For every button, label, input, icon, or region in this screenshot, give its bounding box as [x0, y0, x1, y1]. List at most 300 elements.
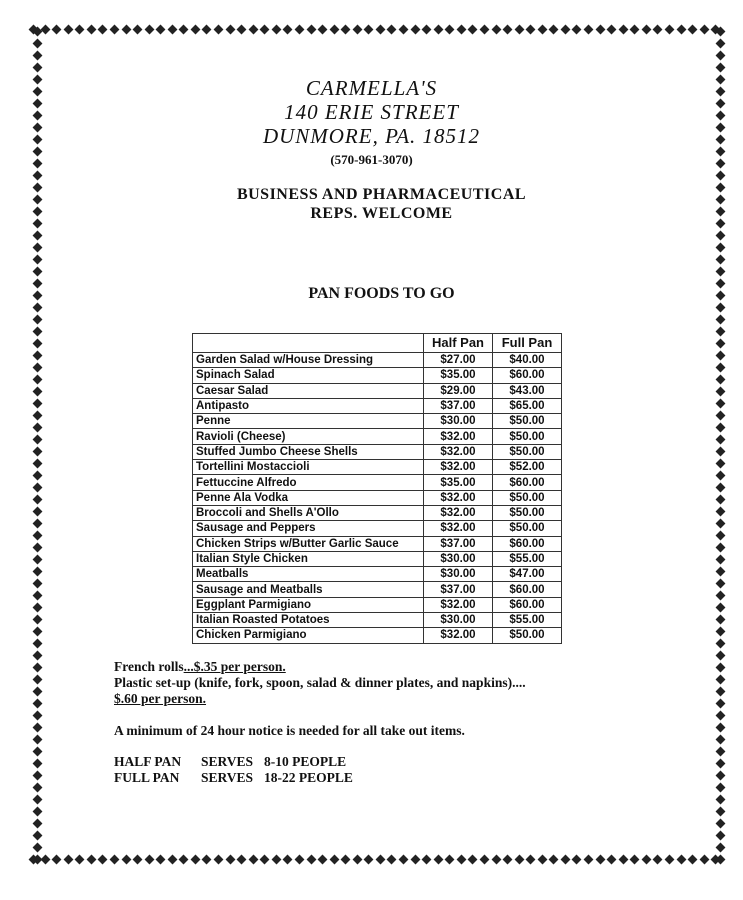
border-diamond: [715, 831, 725, 841]
border-diamond: [32, 39, 42, 49]
border-diamond: [248, 854, 258, 864]
border-diamond: [607, 854, 617, 864]
border-diamond: [572, 854, 582, 864]
border-diamond: [715, 675, 725, 685]
border-diamond: [32, 243, 42, 253]
border-diamond: [63, 854, 73, 864]
menu-item-full-price: $50.00: [493, 414, 562, 429]
menu-item-full-price: $52.00: [493, 460, 562, 475]
border-diamond: [32, 387, 42, 397]
border-diamond: [86, 854, 96, 864]
serves-verb: SERVES: [201, 770, 254, 785]
border-diamond: [715, 807, 725, 817]
serves-size: FULL PAN: [114, 770, 180, 785]
border-diamond: [715, 267, 725, 277]
border-diamond: [715, 519, 725, 529]
border-diamond: [156, 24, 166, 34]
border-diamond: [715, 495, 725, 505]
border-diamond: [595, 854, 605, 864]
border-diamond: [32, 495, 42, 505]
menu-item-half-price: $35.00: [424, 368, 493, 383]
border-diamond: [410, 854, 420, 864]
border-diamond: [109, 24, 119, 34]
border-diamond: [329, 24, 339, 34]
border-diamond: [715, 51, 725, 61]
border-diamond: [32, 531, 42, 541]
border-diamond: [86, 24, 96, 34]
menu-item-name: Italian Style Chicken: [193, 551, 424, 566]
border-diamond: [715, 855, 725, 865]
border-diamond: [699, 854, 709, 864]
border-diamond: [715, 543, 725, 553]
table-row: [193, 613, 562, 628]
border-diamond: [32, 435, 42, 445]
menu-item-name: Garden Salad w/House Dressing: [193, 353, 424, 368]
border-diamond: [630, 854, 640, 864]
menu-item-full-price: $43.00: [493, 383, 562, 398]
border-diamond: [676, 24, 686, 34]
border-diamond: [503, 854, 513, 864]
border-diamond: [607, 24, 617, 34]
border-diamond: [109, 854, 119, 864]
border-diamond: [653, 854, 663, 864]
border-diamond: [32, 711, 42, 721]
menu-item-half-price: $30.00: [424, 613, 493, 628]
border-diamond: [715, 387, 725, 397]
menu-body: [193, 353, 562, 644]
table-row: [193, 398, 562, 413]
serves-people: 8-10 PEOPLE: [264, 754, 347, 769]
border-diamond: [32, 519, 42, 529]
menu-item-name: Italian Roasted Potatoes: [193, 613, 424, 628]
border-diamond: [468, 854, 478, 864]
table-row: [193, 505, 562, 520]
border-diamond: [584, 854, 594, 864]
border-diamond: [715, 339, 725, 349]
menu-item-half-price: $37.00: [424, 398, 493, 413]
menu-item-name: Penne Ala Vodka: [193, 490, 424, 505]
border-diamond: [32, 831, 42, 841]
rolls-label: French rolls: [114, 659, 184, 674]
menu-item-half-price: $32.00: [424, 628, 493, 643]
border-diamond: [32, 327, 42, 337]
border-diamond: [715, 507, 725, 517]
menu-item-half-price: $29.00: [424, 383, 493, 398]
menu-item-full-price: $50.00: [493, 444, 562, 459]
welcome-line-1: BUSINESS AND PHARMACEUTICAL: [236, 186, 527, 203]
border-diamond: [549, 24, 559, 34]
border-diamond: [179, 854, 189, 864]
border-diamond: [479, 24, 489, 34]
border-diamond: [202, 24, 212, 34]
serves-size: HALF PAN: [114, 754, 182, 769]
serves-row-full: [114, 770, 353, 786]
border-diamond: [271, 24, 281, 34]
menu-item-half-price: $32.00: [424, 505, 493, 520]
serves-row-half: [114, 754, 353, 770]
border-diamond: [715, 663, 725, 673]
menu-item-full-price: $55.00: [493, 613, 562, 628]
border-diamond: [630, 24, 640, 34]
border-diamond: [715, 483, 725, 493]
border-diamond: [190, 854, 200, 864]
notes: [114, 659, 526, 707]
menu-item-full-price: $50.00: [493, 521, 562, 536]
border-diamond: [32, 627, 42, 637]
menu-item-name: Broccoli and Shells A'Ollo: [193, 505, 424, 520]
border-diamond: [387, 24, 397, 34]
menu-item-full-price: $50.00: [493, 505, 562, 520]
border-diamond: [52, 24, 62, 34]
menu-item-name: Chicken Parmigiano: [193, 628, 424, 643]
border-diamond: [479, 854, 489, 864]
table-row: [193, 429, 562, 444]
border-diamond: [514, 854, 524, 864]
menu-item-half-price: $30.00: [424, 551, 493, 566]
border-diamond: [32, 423, 42, 433]
menu-item-name: Antipasto: [193, 398, 424, 413]
border-diamond: [32, 567, 42, 577]
menu-item-name: Sausage and Peppers: [193, 521, 424, 536]
border-diamond: [715, 555, 725, 565]
border-diamond: [468, 24, 478, 34]
table-row: [193, 475, 562, 490]
border-diamond: [202, 854, 212, 864]
border-diamond: [715, 591, 725, 601]
border-diamond: [715, 651, 725, 661]
border-diamond: [715, 315, 725, 325]
border-diamond: [121, 854, 131, 864]
border-diamond: [179, 24, 189, 34]
border-diamond: [32, 603, 42, 613]
menu-table: [192, 333, 562, 644]
border-diamond: [306, 854, 316, 864]
notice-text: A minimum of 24 hour notice is needed for all take out items.: [114, 723, 465, 738]
menu-item-full-price: $55.00: [493, 551, 562, 566]
border-diamond: [715, 699, 725, 709]
border-diamond: [537, 854, 547, 864]
border-diamond: [618, 24, 628, 34]
border-diamond: [167, 24, 177, 34]
border-diamond: [715, 231, 725, 241]
border-diamond: [318, 854, 328, 864]
border-diamond: [410, 24, 420, 34]
border-diamond: [214, 854, 224, 864]
border-diamond: [664, 24, 674, 34]
menu-header-row: [193, 334, 562, 353]
border-diamond: [433, 24, 443, 34]
border-diamond: [341, 24, 351, 34]
menu-item-name: Chicken Strips w/Butter Garlic Sauce: [193, 536, 424, 551]
border-diamond: [32, 459, 42, 469]
border-diamond: [676, 854, 686, 864]
border-diamond: [32, 543, 42, 553]
border-diamond: [32, 267, 42, 277]
border-diamond: [294, 24, 304, 34]
border-diamond: [32, 819, 42, 829]
border-diamond: [560, 854, 570, 864]
border-diamond: [715, 459, 725, 469]
menu-item-full-price: $60.00: [493, 475, 562, 490]
border-diamond: [294, 854, 304, 864]
menu-item-name: Fettuccine Alfredo: [193, 475, 424, 490]
border-diamond: [144, 24, 154, 34]
section-title: PAN FOODS TO GO: [308, 285, 455, 302]
border-diamond: [715, 39, 725, 49]
menu-item-half-price: $30.00: [424, 414, 493, 429]
border-diamond: [32, 483, 42, 493]
border-diamond: [32, 27, 42, 37]
menu-item-name: Caesar Salad: [193, 383, 424, 398]
border-diamond: [399, 24, 409, 34]
border-diamond: [260, 24, 270, 34]
border-diamond: [715, 783, 725, 793]
menu-item-full-price: $60.00: [493, 597, 562, 612]
border-diamond: [32, 171, 42, 181]
border-diamond: [715, 759, 725, 769]
border-diamond: [422, 854, 432, 864]
border-diamond: [32, 663, 42, 673]
border-diamond: [364, 854, 374, 864]
border-diamond: [32, 639, 42, 649]
menu-item-full-price: $50.00: [493, 429, 562, 444]
menu-item-half-price: $32.00: [424, 521, 493, 536]
border-bottom: [30, 852, 720, 866]
rolls-note: [114, 659, 526, 675]
serves-verb: SERVES: [201, 754, 254, 769]
border-diamond: [318, 24, 328, 34]
menu-item-full-price: $40.00: [493, 353, 562, 368]
border-diamond: [32, 591, 42, 601]
border-diamond: [283, 854, 293, 864]
serving-sizes: [114, 754, 353, 786]
border-diamond: [32, 651, 42, 661]
border-diamond: [387, 854, 397, 864]
menu-item-name: Stuffed Jumbo Cheese Shells: [193, 444, 424, 459]
border-diamond: [715, 795, 725, 805]
border-diamond: [32, 555, 42, 565]
border-diamond: [641, 854, 651, 864]
border-diamond: [456, 854, 466, 864]
border-diamond: [715, 327, 725, 337]
table-row: [193, 490, 562, 505]
border-diamond: [63, 24, 73, 34]
border-diamond: [32, 351, 42, 361]
border-diamond: [653, 24, 663, 34]
table-row: [193, 567, 562, 582]
table-row: [193, 536, 562, 551]
menu-item-half-price: $32.00: [424, 444, 493, 459]
setup-price: $.60 per person.: [114, 691, 207, 706]
border-diamond: [560, 24, 570, 34]
border-diamond: [572, 24, 582, 34]
border-diamond: [715, 447, 725, 457]
table-row: [193, 582, 562, 597]
border-diamond: [32, 615, 42, 625]
border-diamond: [32, 699, 42, 709]
border-diamond: [715, 411, 725, 421]
border-diamond: [715, 171, 725, 181]
border-diamond: [715, 723, 725, 733]
border-diamond: [715, 423, 725, 433]
menu-header-item: [193, 334, 424, 353]
border-diamond: [688, 854, 698, 864]
border-diamond: [32, 783, 42, 793]
border-diamond: [32, 843, 42, 853]
border-diamond: [641, 24, 651, 34]
menu-item-name: Eggplant Parmigiano: [193, 597, 424, 612]
border-diamond: [715, 243, 725, 253]
border-diamond: [32, 339, 42, 349]
menu-item-full-price: $60.00: [493, 536, 562, 551]
border-diamond: [32, 303, 42, 313]
border-diamond: [225, 854, 235, 864]
border-diamond: [715, 639, 725, 649]
border-diamond: [133, 854, 143, 864]
border-diamond: [664, 854, 674, 864]
table-row: [193, 460, 562, 475]
border-diamond: [715, 375, 725, 385]
rolls-price: ...$.35 per person.: [183, 659, 286, 674]
restaurant-name: CARMELLA'S: [305, 76, 438, 100]
border-diamond: [715, 531, 725, 541]
menu-item-full-price: $65.00: [493, 398, 562, 413]
border-diamond: [121, 24, 131, 34]
border-diamond: [715, 399, 725, 409]
border-diamond: [364, 24, 374, 34]
border-diamond: [144, 854, 154, 864]
border-diamond: [167, 854, 177, 864]
menu-item-half-price: $32.00: [424, 460, 493, 475]
border-diamond: [32, 807, 42, 817]
table-row: [193, 414, 562, 429]
border-diamond: [422, 24, 432, 34]
border-diamond: [584, 24, 594, 34]
serves-people: 18-22 PEOPLE: [264, 770, 353, 785]
table-row: [193, 353, 562, 368]
border-diamond: [715, 615, 725, 625]
border-diamond: [715, 363, 725, 373]
border-diamond: [688, 24, 698, 34]
menu-item-name: Sausage and Meatballs: [193, 582, 424, 597]
border-diamond: [271, 854, 281, 864]
border-diamond: [699, 24, 709, 34]
border-diamond: [526, 24, 536, 34]
border-diamond: [190, 24, 200, 34]
table-row: [193, 521, 562, 536]
border-diamond: [32, 447, 42, 457]
border-diamond: [329, 854, 339, 864]
border-diamond: [445, 24, 455, 34]
menu-item-full-price: $47.00: [493, 567, 562, 582]
border-diamond: [715, 771, 725, 781]
welcome-line-2: REPS. WELCOME: [310, 205, 453, 222]
border-diamond: [52, 854, 62, 864]
table-row: [193, 628, 562, 643]
menu-item-half-price: $27.00: [424, 353, 493, 368]
border-diamond: [715, 747, 725, 757]
menu-item-full-price: $50.00: [493, 628, 562, 643]
border-diamond: [32, 255, 42, 265]
border-diamond: [375, 24, 385, 34]
border-diamond: [715, 567, 725, 577]
border-diamond: [32, 747, 42, 757]
menu-item-half-price: $37.00: [424, 536, 493, 551]
border-diamond: [32, 675, 42, 685]
border-diamond: [491, 854, 501, 864]
border-diamond: [399, 854, 409, 864]
menu-item-full-price: $60.00: [493, 368, 562, 383]
border-diamond: [32, 795, 42, 805]
border-diamond: [618, 854, 628, 864]
border-diamond: [715, 819, 725, 829]
menu-header-half-pan: Half Pan: [424, 334, 493, 353]
menu-item-name: Penne: [193, 414, 424, 429]
border-diamond: [352, 854, 362, 864]
restaurant-city: DUNMORE, PA. 18512: [262, 124, 481, 148]
border-diamond: [98, 24, 108, 34]
border-diamond: [32, 579, 42, 589]
border-diamond: [456, 24, 466, 34]
menu-item-half-price: $32.00: [424, 490, 493, 505]
border-diamond: [75, 854, 85, 864]
border-diamond: [503, 24, 513, 34]
border-diamond: [491, 24, 501, 34]
table-row: [193, 368, 562, 383]
border-diamond: [715, 435, 725, 445]
table-row: [193, 597, 562, 612]
border-diamond: [133, 24, 143, 34]
border-diamond: [237, 854, 247, 864]
border-diamond: [715, 351, 725, 361]
border-diamond: [32, 471, 42, 481]
menu-item-half-price: $37.00: [424, 582, 493, 597]
menu-item-name: Ravioli (Cheese): [193, 429, 424, 444]
border-diamond: [526, 854, 536, 864]
restaurant-header: [0, 76, 743, 168]
table-row: [193, 551, 562, 566]
border-diamond: [352, 24, 362, 34]
table-row: [193, 444, 562, 459]
border-diamond: [375, 854, 385, 864]
border-diamond: [306, 24, 316, 34]
border-diamond: [715, 711, 725, 721]
menu-item-half-price: $30.00: [424, 567, 493, 582]
menu-item-half-price: $32.00: [424, 597, 493, 612]
border-diamond: [715, 255, 725, 265]
welcome-message: [0, 185, 743, 223]
border-diamond: [514, 24, 524, 34]
border-diamond: [433, 854, 443, 864]
border-diamond: [32, 687, 42, 697]
border-diamond: [260, 854, 270, 864]
border-diamond: [715, 603, 725, 613]
border-diamond: [537, 24, 547, 34]
border-diamond: [715, 843, 725, 853]
table-row: [193, 383, 562, 398]
border-diamond: [32, 363, 42, 373]
border-diamond: [32, 51, 42, 61]
border-diamond: [32, 723, 42, 733]
border-diamond: [32, 855, 42, 865]
menu-item-name: Spinach Salad: [193, 368, 424, 383]
border-diamond: [75, 24, 85, 34]
border-diamond: [445, 854, 455, 864]
border-diamond: [32, 399, 42, 409]
border-diamond: [283, 24, 293, 34]
border-diamond: [32, 759, 42, 769]
border-diamond: [32, 231, 42, 241]
